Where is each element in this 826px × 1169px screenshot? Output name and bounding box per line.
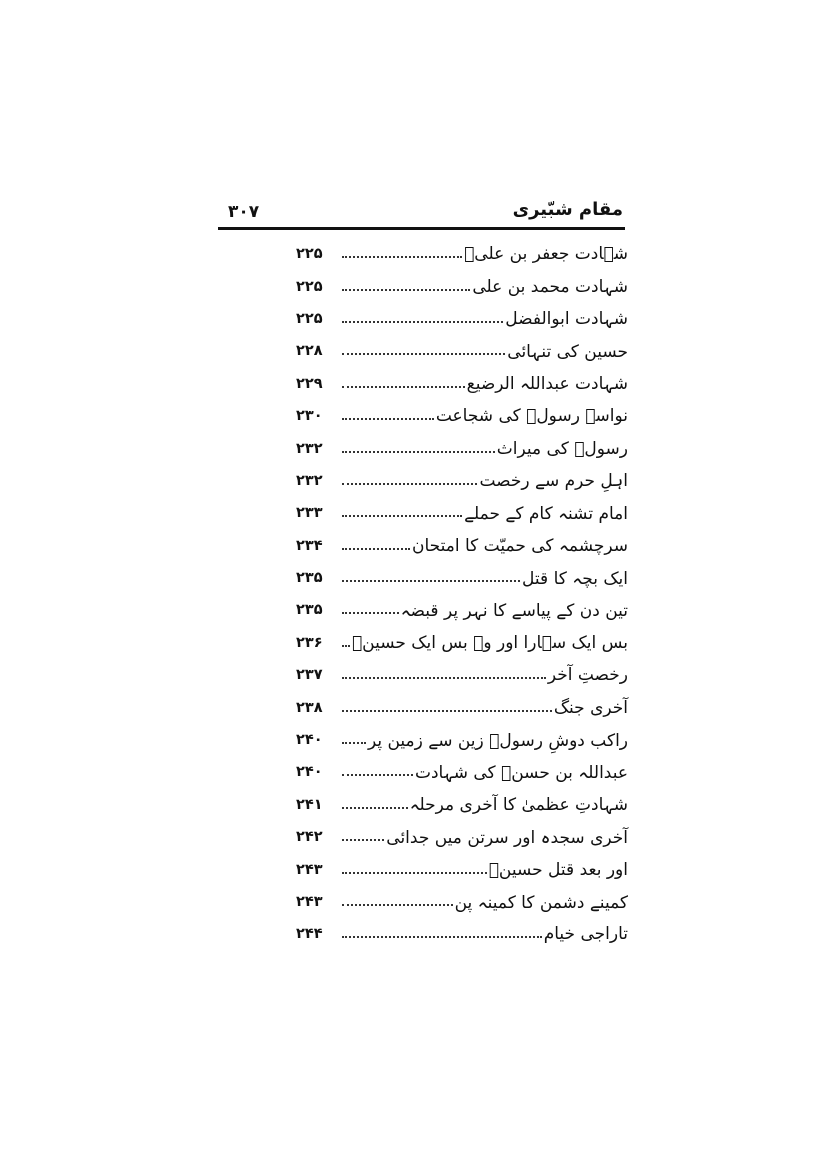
dot-leader bbox=[342, 936, 542, 938]
toc-page-number: ۲۴۰ bbox=[296, 764, 323, 781]
toc-entry-title: شہادت ابوالفضل bbox=[505, 309, 628, 330]
toc-page-number: ۲۳۴ bbox=[296, 537, 323, 554]
toc-page-number: ۲۴۰ bbox=[296, 732, 323, 749]
dot-leader bbox=[342, 289, 470, 291]
toc-page-number: ۲۳۶ bbox=[296, 634, 323, 651]
toc-page-number: ۲۳۳ bbox=[296, 505, 323, 522]
toc-entry-title: نواسۂ رسولؐ کی شجاعت bbox=[435, 406, 628, 427]
dot-leader bbox=[342, 677, 546, 679]
dot-leader bbox=[342, 774, 413, 776]
toc-page-number: ۲۲۹ bbox=[296, 375, 323, 392]
toc-page-number: ۲۳۲ bbox=[296, 472, 323, 489]
toc-entry[interactable] bbox=[296, 886, 628, 918]
toc-page-number: ۲۴۳ bbox=[296, 861, 323, 878]
toc-page-number: ۲۲۵ bbox=[296, 246, 323, 263]
dot-leader bbox=[342, 353, 505, 355]
toc-entry-title: آخری جنگ bbox=[553, 697, 628, 718]
toc-entry[interactable] bbox=[296, 659, 628, 691]
toc-entry[interactable] bbox=[296, 821, 628, 853]
toc-page-number: ۲۲۵ bbox=[296, 278, 323, 295]
toc-entry[interactable] bbox=[296, 465, 628, 497]
toc-page-number: ۲۳۷ bbox=[296, 667, 323, 684]
toc-entry[interactable] bbox=[296, 270, 628, 302]
toc-entry[interactable] bbox=[296, 368, 628, 400]
toc-entry-title: کمینے دشمن کا کمینہ پن bbox=[454, 892, 628, 913]
toc-page-number: ۲۴۲ bbox=[296, 829, 323, 846]
toc-entry-title: اور بعد قتل حسینؑ bbox=[488, 859, 628, 880]
toc-page-number: ۲۲۵ bbox=[296, 310, 323, 327]
dot-leader bbox=[342, 386, 465, 388]
dot-leader bbox=[342, 321, 503, 323]
toc-entry-title: راکب دوشِ رسولؐ زین سے زمین پر bbox=[367, 730, 628, 751]
toc-page-number: ۲۴۱ bbox=[296, 796, 323, 813]
book-title: مقام شبّیری bbox=[512, 199, 623, 220]
toc-entry-title: حسین کی تنہائی bbox=[507, 341, 628, 362]
toc-page-number: ۲۳۵ bbox=[296, 602, 323, 619]
toc-entry[interactable] bbox=[296, 918, 628, 950]
dot-leader bbox=[342, 904, 453, 906]
toc-page-number: ۲۴۴ bbox=[296, 926, 323, 943]
dot-leader bbox=[342, 515, 462, 517]
toc-entry[interactable] bbox=[296, 756, 628, 788]
dot-leader bbox=[342, 451, 495, 453]
toc-entry-title: آخری سجدہ اور سرتن میں جدائی bbox=[386, 827, 628, 848]
dot-leader bbox=[342, 645, 350, 647]
toc-page-number: ۲۳۵ bbox=[296, 570, 323, 587]
toc-entry[interactable] bbox=[296, 853, 628, 885]
toc-entry-title: شہادت جعفر بن علیؑ bbox=[464, 244, 628, 265]
toc-entry-title: رسولؐ کی میراث bbox=[496, 438, 628, 459]
dot-leader bbox=[342, 418, 434, 420]
toc-entry-title: شہادت عبداللہ الرضیع bbox=[466, 374, 628, 395]
toc-entry-title: امام تشنہ کام کے حملے bbox=[464, 503, 628, 524]
dot-leader bbox=[342, 256, 462, 258]
toc-page-number: ۲۳۰ bbox=[296, 408, 323, 425]
toc-entry-title: رخصتِ آخر bbox=[547, 665, 628, 686]
dot-leader bbox=[342, 612, 399, 614]
toc-entry[interactable] bbox=[296, 562, 628, 594]
dot-leader bbox=[342, 839, 384, 841]
dot-leader bbox=[342, 807, 408, 809]
toc-entry-title: تاراجی خیام bbox=[543, 924, 628, 945]
toc-entry[interactable] bbox=[296, 432, 628, 464]
toc-entry-title: ایک بچہ کا قتل bbox=[522, 568, 628, 589]
toc-page-number: ۲۳۸ bbox=[296, 699, 323, 716]
dot-leader bbox=[342, 742, 366, 744]
toc-entry[interactable] bbox=[296, 724, 628, 756]
dot-leader bbox=[342, 483, 477, 485]
page-number: ۳۰۷ bbox=[228, 202, 260, 222]
toc-entry[interactable] bbox=[296, 238, 628, 270]
toc-entry-title: شہادت محمد بن علی bbox=[472, 277, 628, 298]
toc-entry-title: شہادتِ عظمیٰ کا آخری مرحلہ bbox=[409, 795, 628, 816]
toc-entry-title: تین دن کے پیاسے کا نہر پر قبضہ bbox=[400, 600, 628, 621]
toc-entry[interactable] bbox=[296, 303, 628, 335]
dot-leader bbox=[342, 872, 487, 874]
toc-entry-title: اہلِ حرم سے رخصت bbox=[479, 471, 628, 492]
toc-entry[interactable] bbox=[296, 789, 628, 821]
toc-entry[interactable] bbox=[296, 594, 628, 626]
toc-page-number: ۲۴۳ bbox=[296, 894, 323, 910]
toc-entry-title: بس ایک سہارا اور وہ بس ایک حسینؑ bbox=[351, 632, 628, 653]
dot-leader bbox=[342, 580, 520, 582]
toc-entry[interactable] bbox=[296, 691, 628, 723]
table-of-contents bbox=[296, 238, 628, 951]
toc-entry[interactable] bbox=[296, 530, 628, 562]
toc-entry-title: سرچشمہ کی حمیّت کا امتحان bbox=[412, 536, 628, 557]
toc-entry-title: عبداللہ بن حسنؑ کی شہادت bbox=[414, 762, 628, 783]
dot-leader bbox=[342, 548, 410, 550]
toc-page-number: ۲۲۸ bbox=[296, 343, 323, 360]
toc-page-number: ۲۳۲ bbox=[296, 440, 323, 457]
toc-entry[interactable] bbox=[296, 627, 628, 659]
page-header bbox=[218, 196, 625, 230]
toc-entry[interactable] bbox=[296, 335, 628, 367]
toc-entry[interactable] bbox=[296, 400, 628, 432]
toc-entry[interactable] bbox=[296, 497, 628, 529]
dot-leader bbox=[342, 710, 552, 712]
